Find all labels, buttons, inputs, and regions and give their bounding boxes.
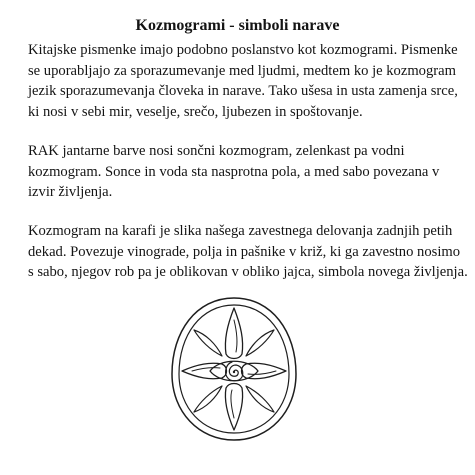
paragraph-line: jezik sporazumevanja človeka in narave. Tako ušesa in usta zamenja srce, bbox=[28, 83, 458, 100]
paragraph-line: Kozmogram na karafi je slika našega zavestnega delovanja zadnjih petih bbox=[28, 223, 453, 239]
document-title: Kozmogrami - simboli narave bbox=[135, 17, 340, 34]
paragraph-line: se uporabljajo za sporazumevanje med ljudmi, medtem ko je kozmogram bbox=[28, 62, 456, 79]
paragraph-line: dekad. Povezuje vinograde, polja in pašnike v križ, ki ga zavestno nosimo bbox=[28, 243, 461, 260]
petal-right-inner bbox=[248, 371, 276, 374]
petal-left bbox=[182, 363, 227, 378]
cosmogram-emblem-illustration bbox=[170, 296, 298, 442]
egg-border-inner bbox=[179, 305, 289, 433]
petal-right bbox=[242, 363, 287, 378]
paragraph-line: kozmogram. Sonce in voda sta nasprotna pola, a med sabo povezana v bbox=[28, 163, 440, 180]
petal-top bbox=[225, 308, 242, 359]
spiral-center-dot bbox=[233, 371, 235, 373]
leaf-top-right bbox=[246, 330, 274, 356]
petal-left-inner bbox=[192, 368, 220, 371]
egg-border-outer bbox=[172, 298, 296, 440]
paragraph-line: s sabo, njegov rob pa je oblikovan v obliko jajca, simbola novega življenja. bbox=[28, 264, 468, 281]
paragraph-chinese-characters bbox=[28, 40, 468, 122]
leaf-top-left bbox=[194, 330, 222, 356]
petal-top-inner bbox=[234, 320, 237, 352]
paragraph-line: Kitajske pismenke imajo podobno poslanstvo kot kozmogrami. Pismenke bbox=[28, 42, 458, 58]
paragraph-line: RAK jantarne barve nosi sončni kozmogram, zelenkast pa vodni bbox=[28, 143, 405, 159]
paragraph-carafe-cosmogram bbox=[28, 221, 468, 283]
paragraph-rak-amber bbox=[28, 141, 468, 203]
paragraph-line: ki nosi v sebi mir, veselje, srečo, ljubezen in spoštovanje. bbox=[28, 103, 363, 120]
leaf-bottom-right bbox=[246, 386, 274, 412]
petal-bottom-inner bbox=[231, 390, 234, 418]
leaf-bottom-left bbox=[194, 386, 222, 412]
petal-bottom bbox=[225, 384, 242, 431]
paragraph-line: izvir življenja. bbox=[28, 184, 113, 201]
